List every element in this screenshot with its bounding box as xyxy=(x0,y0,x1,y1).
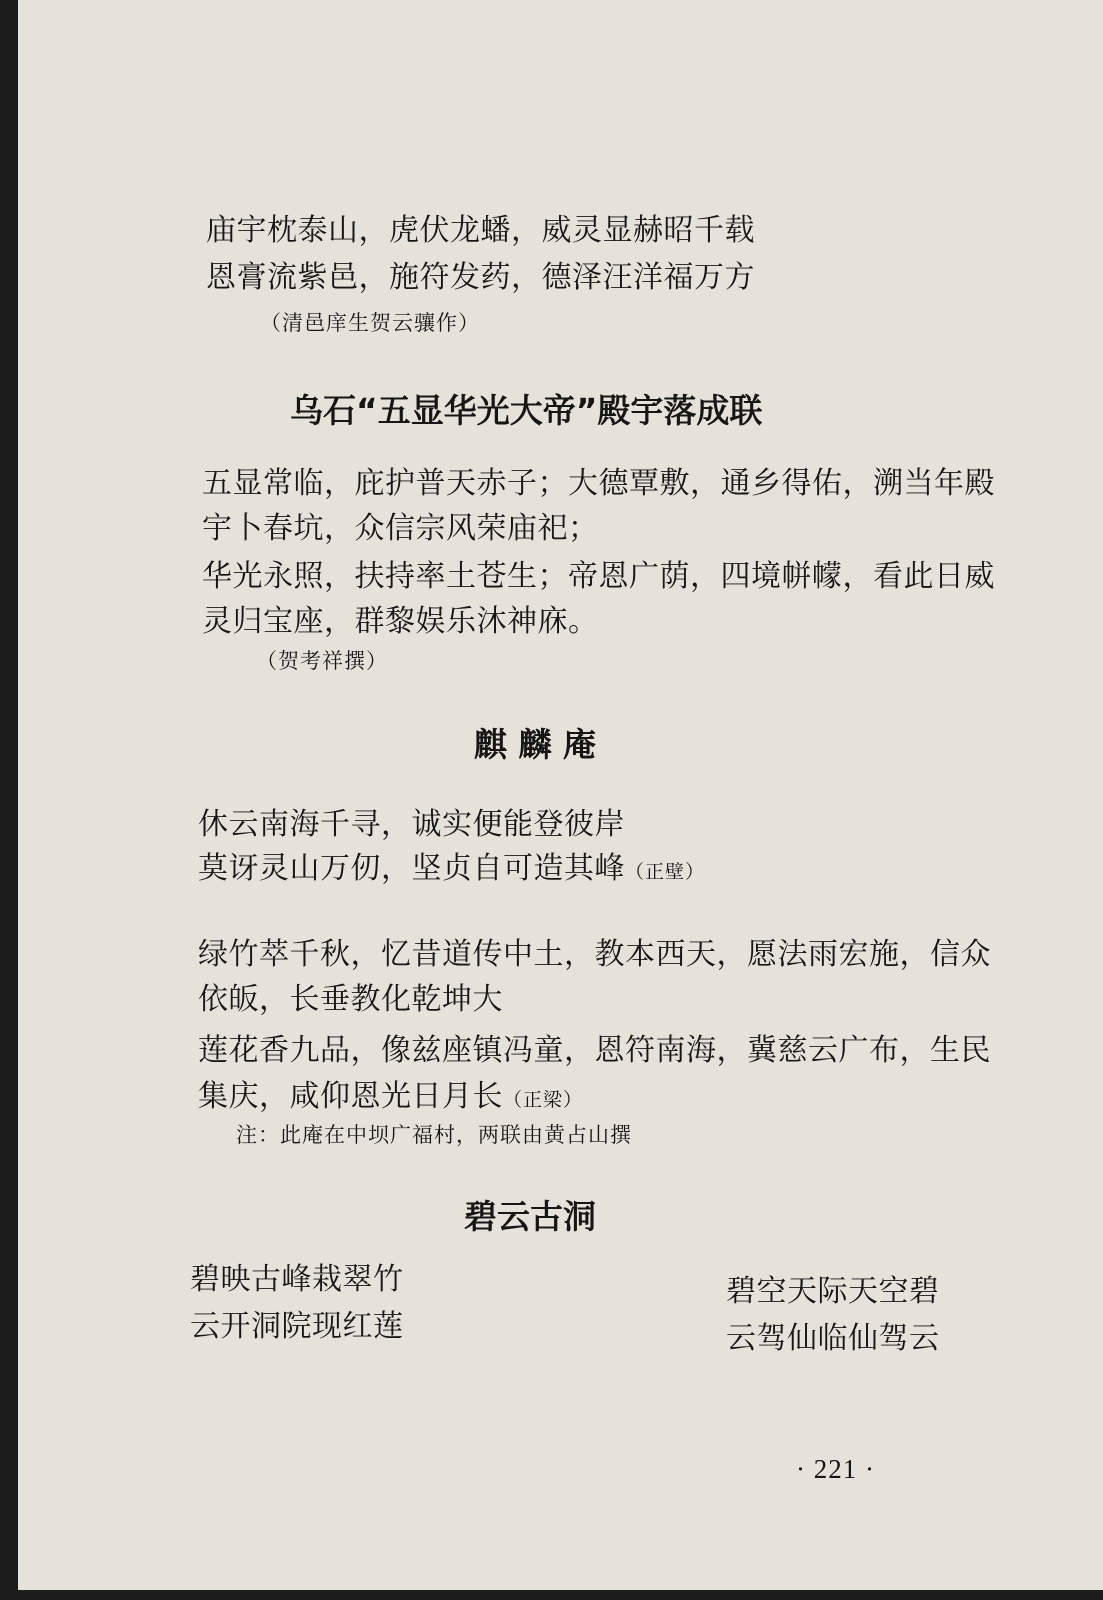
qilin-line-6-text: 集庆，咸仰恩光日月长 xyxy=(198,1079,503,1114)
qilin-line-2-text: 莫讶灵山万仞，坚贞自可造其峰 xyxy=(198,851,625,886)
section-title-biyun: 碧云古洞 xyxy=(464,1197,596,1236)
section-title-qilin: 麒 麟 庵 xyxy=(474,725,596,764)
wushi-line-4: 灵归宝座，群黎娱乐沐神庥。 xyxy=(202,604,599,639)
qilin-line-4: 依皈，长垂教化乾坤大 xyxy=(198,982,503,1017)
scanned-book-page xyxy=(18,0,1103,1590)
qilin-line-2-note: （正壁） xyxy=(625,861,706,883)
qilin-line-5: 莲花香九品，像兹座镇冯童，恩符南海，冀慈云广布，生民 xyxy=(198,1033,991,1068)
wushi-line-2: 宇卜春坑，众信宗风荣庙祀； xyxy=(202,511,599,546)
qilin-line-3: 绿竹萃千秋，忆昔道传中土，教本西天，愿法雨宏施，信众 xyxy=(198,937,991,972)
wushi-line-1: 五显常临，庇护普天赤子；大德覃敷，通乡得佑，溯当年殿 xyxy=(202,466,995,501)
qilin-line-1: 休云南海千寻，诚实便能登彼岸 xyxy=(198,807,625,842)
section-title-wushi: 乌石“五显华光大帝”殿宇落成联 xyxy=(290,391,763,430)
wushi-credit: （贺考祥撰） xyxy=(256,649,388,673)
biyun-left-line-2: 云开洞院现红莲 xyxy=(190,1309,404,1344)
biyun-right-line-2: 云驾仙临仙驾云 xyxy=(726,1321,940,1356)
couplet-top-line-2: 恩膏流紫邑，施符发药，德泽汪洋福万方 xyxy=(206,260,755,295)
qilin-line-2 xyxy=(198,852,705,889)
biyun-right-line-1: 碧空天际天空碧 xyxy=(726,1274,940,1309)
couplet-top-line-1: 庙宇枕泰山，虎伏龙蟠，威灵显赫昭千载 xyxy=(206,213,755,248)
qilin-line-6 xyxy=(198,1080,583,1117)
qilin-note: 注：此庵在中坝广福村，两联由黄占山撰 xyxy=(236,1123,632,1147)
qilin-line-6-note: （正梁） xyxy=(503,1089,584,1111)
biyun-left-line-1: 碧映古峰栽翠竹 xyxy=(190,1262,404,1297)
couplet-top-credit: （清邑庠生贺云骧作） xyxy=(260,311,480,335)
wushi-line-3: 华光永照，扶持率土苍生；帝恩广荫，四境帡幪，看此日威 xyxy=(202,559,995,594)
page-number: · 221 · xyxy=(796,1454,875,1484)
